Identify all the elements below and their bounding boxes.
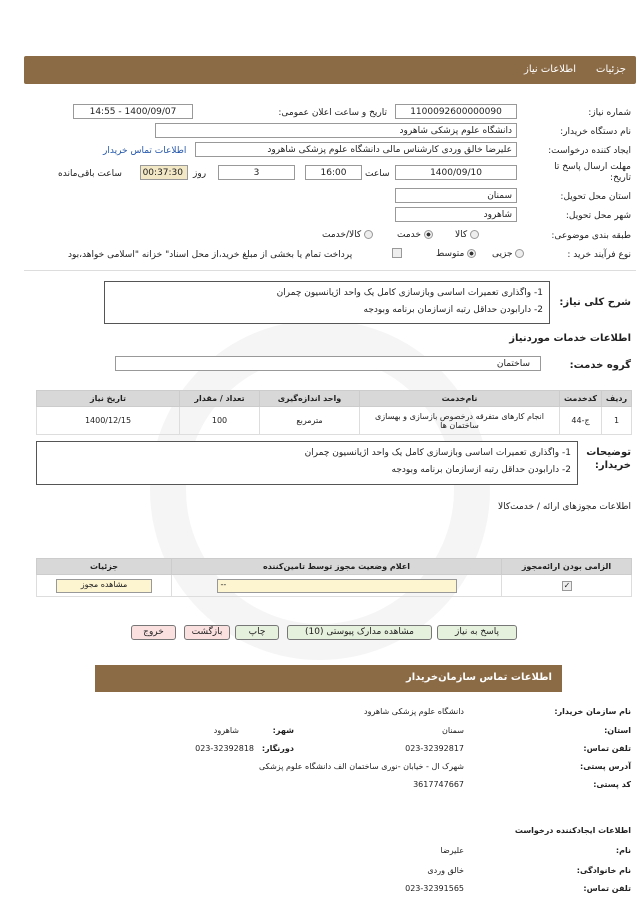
reply-button[interactable]: پاسخ به نیاز <box>437 625 517 640</box>
payment-checkbox[interactable] <box>392 248 402 258</box>
phone-label: تلفن تماس: <box>583 744 631 753</box>
payment-text: پرداخت تمام یا بخشی از مبلغ خرید،از محل اسناد" خزانه "اسلامی خواهد،بود <box>68 250 353 260</box>
family-value: خالق وردی <box>427 866 464 875</box>
days-field: 3 <box>218 165 295 180</box>
fax-value: 023-32392818 <box>195 744 254 753</box>
group-label: گروه خدمت: <box>569 360 631 371</box>
province-label: استان محل تحویل: <box>560 192 631 202</box>
cell-permit-details <box>37 575 172 597</box>
cell-name: انجام کارهای متفرقه درخصوص بازسازی و بهسازی ساختمان ها <box>360 407 560 435</box>
cell-code: ج-44 <box>560 407 602 435</box>
col-permit-required: الزامی بودن ارائه‌مجوز <box>502 559 632 575</box>
tab-need-info[interactable]: اطلاعات نیاز <box>524 64 576 75</box>
cell-unit: مترمربع <box>260 407 360 435</box>
summary-box <box>104 281 550 324</box>
col-permit-details: جزئیات <box>37 559 172 575</box>
cell-date: 1400/12/15 <box>37 407 180 435</box>
cell-permit-status <box>172 575 502 597</box>
cell-permit-required <box>502 575 632 597</box>
announce-label: تاریخ و ساعت اعلان عمومی: <box>278 108 387 118</box>
col-row: ردیف <box>602 391 632 407</box>
services-title: اطلاعات خدمات موردنیاز <box>509 333 631 344</box>
name-value: علیرضا <box>440 846 464 855</box>
group-field: ساختمان <box>115 356 541 371</box>
cell-qty: 100 <box>180 407 260 435</box>
header-bar <box>24 56 636 84</box>
permits-header-row <box>37 559 632 575</box>
category-service-text: خدمت <box>397 230 421 240</box>
postal-value: 3617747667 <box>413 780 464 789</box>
col-name: نام‌خدمت <box>360 391 560 407</box>
contact-city-value: شاهرود <box>213 726 239 735</box>
summary-line-2: 2- دارابودن حداقل رتبه ازسازمان برنامه وبودجه <box>363 305 543 315</box>
city-field: شاهرود <box>395 207 517 222</box>
view-permit-button[interactable]: مشاهده مجوز <box>56 579 152 593</box>
category-label: طبقه بندی موضوعی: <box>551 231 631 241</box>
creator-field: علیرضا خالق وردی کارشناس مالی دانشگاه علوم پزشکی شاهرود <box>195 142 517 157</box>
creator-phone-value: 023-32391565 <box>405 884 464 893</box>
col-permit-status: اعلام وضعیت مجوز توسط تامین‌کننده <box>172 559 502 575</box>
attachments-button[interactable]: مشاهده مدارک پیوستی (10) <box>287 625 432 640</box>
org-value: دانشگاه علوم پزشکی شاهرود <box>364 707 464 716</box>
contact-province-label: استان: <box>604 726 631 735</box>
services-table <box>36 390 632 435</box>
creator-section-title: اطلاعات ایجادکننده درخواست <box>514 826 631 835</box>
category-goods-text: کالا <box>455 230 468 240</box>
permits-title: اطلاعات مجوزهای ارائه / خدمت‌کالا <box>497 502 631 512</box>
permit-status-field: -- <box>217 579 457 593</box>
category-service-radio[interactable] <box>397 230 433 240</box>
permits-table <box>36 558 632 597</box>
contact-city-label: شهر: <box>272 726 294 735</box>
deadline-label: مهلت ارسال پاسخ تا تاریخ: <box>554 162 631 183</box>
col-unit: واحد اندازه‌گیری <box>260 391 360 407</box>
col-qty: تعداد / مقدار <box>180 391 260 407</box>
exit-button[interactable]: خروج <box>131 625 176 640</box>
buyer-notes-line-1: 1- واگذاری تعمیرات اساسی وبازسازی کامل یک واحد اژیانسیون چمران <box>304 448 571 458</box>
watermark-logo <box>150 320 490 660</box>
services-header-row <box>37 391 632 407</box>
org-label: نام سازمان خریدار: <box>554 707 631 716</box>
remaining-label: ساعت باقی‌مانده <box>58 169 122 179</box>
process-medium-radio[interactable] <box>436 249 476 259</box>
creator-label: ایجاد کننده درخواست: <box>548 146 631 156</box>
summary-label: شرح کلی نیاز: <box>559 297 631 308</box>
remaining-time-field: 00:37:30 <box>140 165 188 180</box>
process-medium-text: متوسط <box>436 249 465 259</box>
postal-label: کد پستی: <box>593 780 631 789</box>
buyer-field: دانشگاه علوم پزشکی شاهرود <box>155 123 517 138</box>
address-value: شهرک ال - خیابان -نوری ساختمان الف دانشگاه علوم پزشکی <box>259 762 464 771</box>
back-button[interactable]: بازگشت <box>184 625 230 640</box>
buyer-notes-line-2: 2- دارابودن حداقل رتبه ازسازمان برنامه وبودجه <box>391 465 571 475</box>
fax-label: دورنگار: <box>261 744 294 753</box>
need-number-label: شماره نیاز: <box>588 108 631 118</box>
deadline-date-field: 1400/09/10 <box>395 165 517 180</box>
creator-phone-label: تلفن تماس: <box>583 884 631 893</box>
process-partial-text: جزیی <box>492 249 513 259</box>
city-label: شهر محل تحویل: <box>565 211 631 221</box>
permit-required-checkbox[interactable]: ✓ <box>563 580 571 590</box>
process-partial-radio[interactable] <box>492 249 524 259</box>
deadline-time-label: ساعت <box>365 169 390 179</box>
buyer-notes-label: توضیحات خریدار: <box>586 447 631 471</box>
name-label: نام: <box>615 846 631 855</box>
buyer-label: نام دستگاه خریدار: <box>560 127 631 137</box>
contact-section-title: اطلاعات تماس سازمان‌خریدار <box>95 665 562 692</box>
address-label: آدرس پستی: <box>580 762 631 771</box>
contact-province-value: سمنان <box>441 726 464 735</box>
process-label: نوع فرآیند خرید : <box>567 250 631 260</box>
buyer-notes-box <box>36 441 578 485</box>
print-button[interactable]: چاپ <box>235 625 279 640</box>
category-goods-radio[interactable] <box>455 230 479 240</box>
col-date: تاریخ نیاز <box>37 391 180 407</box>
tab-details[interactable]: جزئیات <box>596 64 626 75</box>
table-row <box>37 407 632 435</box>
day-label: روز <box>193 169 207 179</box>
divider <box>24 270 636 271</box>
category-goods-service-text: کالا/خدمت <box>322 230 362 240</box>
table-row <box>37 575 632 597</box>
need-number-field: 1100092600000090 <box>395 104 517 119</box>
province-field: سمنان <box>395 188 517 203</box>
category-goods-service-radio[interactable] <box>322 230 373 240</box>
cell-row: 1 <box>602 407 632 435</box>
family-label: نام خانوادگی: <box>576 866 631 875</box>
summary-line-1: 1- واگذاری تعمیرات اساسی وبازسازی کامل یک واحد اژیانسیون چمران <box>276 288 543 298</box>
announce-field: 1400/09/07 - 14:55 <box>73 104 193 119</box>
buyer-contact-link[interactable]: اطلاعات تماس خریدار <box>103 146 187 156</box>
deadline-time-field: 16:00 <box>305 165 362 180</box>
phone-value: 023-32392817 <box>405 744 464 753</box>
col-code: کدخدمت <box>560 391 602 407</box>
